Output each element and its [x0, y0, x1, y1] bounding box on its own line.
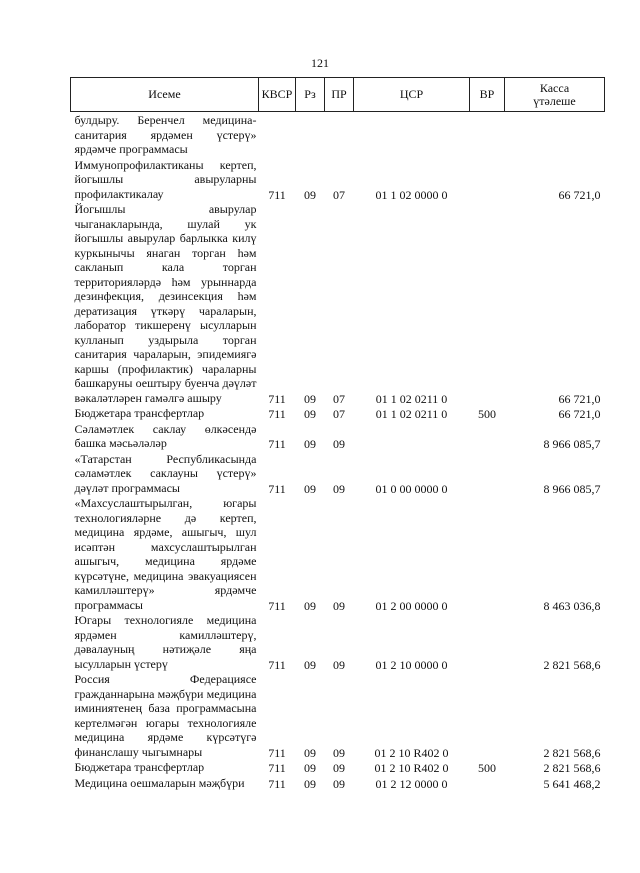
table-row [71, 406, 605, 422]
cell-pr: 09 [333, 437, 345, 451]
cell-kvsr: 711 [268, 657, 286, 672]
header-kassa-line1: Касса [539, 80, 570, 95]
header-name: Исеме [71, 78, 259, 112]
cell-rz: 09 [304, 407, 316, 421]
header-kvsr: КВСР [259, 78, 296, 112]
cell-rz: 09 [304, 437, 316, 451]
cell-kassa: 66 721,0 [558, 187, 601, 202]
table-body [71, 112, 605, 792]
cell-csr: 01 2 10 R402 0 [374, 761, 449, 775]
cell-csr: 01 2 12 0000 0 [375, 776, 448, 791]
cell-csr: 01 2 00 0000 0 [375, 598, 448, 613]
cell-kassa: 8 463 036,8 [543, 598, 601, 613]
table-row [71, 496, 605, 613]
cell-name: «Татарстан Республикасында сәламәтлек саклауны үстерү» дәүләт программасы [74, 451, 257, 495]
cell-kvsr: 711 [268, 437, 286, 451]
cell-vr: 500 [478, 761, 496, 775]
cell-kassa: 66 721,0 [558, 407, 601, 421]
cell-kvsr [259, 112, 296, 158]
cell-kassa [505, 112, 605, 158]
cell-name: Бюджетара трансфертлар [74, 760, 205, 774]
table-row [71, 776, 605, 792]
table-row [71, 672, 605, 760]
cell-rz: 09 [304, 391, 316, 406]
table-row [71, 613, 605, 672]
cell-name: Медицина оешмаларын мәҗбүри [74, 775, 245, 790]
cell-csr: 01 1 02 0211 0 [375, 407, 448, 421]
page-number: 121 [311, 56, 329, 70]
cell-kvsr: 711 [268, 598, 286, 613]
cell-vr [470, 672, 505, 760]
cell-vr [470, 613, 505, 672]
cell-kvsr: 711 [268, 761, 286, 775]
cell-vr [470, 422, 505, 452]
cell-pr: 09 [333, 598, 345, 613]
cell-csr [354, 112, 470, 158]
table-row [71, 422, 605, 452]
table-row [71, 452, 605, 497]
header-pr: ПР [325, 78, 354, 112]
cell-csr: 01 1 02 0000 0 [375, 187, 448, 202]
cell-csr: 01 2 10 0000 0 [375, 657, 448, 672]
cell-rz: 09 [304, 745, 316, 760]
cell-kvsr: 711 [268, 776, 286, 791]
cell-pr: 09 [333, 761, 345, 775]
cell-pr: 09 [333, 776, 345, 791]
table-row [71, 202, 605, 406]
cell-vr [470, 202, 505, 406]
cell-kvsr: 711 [268, 187, 286, 202]
cell-csr: 01 2 10 R402 0 [374, 745, 449, 760]
cell-kvsr: 711 [268, 481, 286, 496]
cell-pr: 07 [333, 187, 345, 202]
cell-kvsr: 711 [268, 745, 286, 760]
cell-kassa: 8 966 085,7 [543, 437, 601, 451]
cell-csr: 01 0 00 0000 0 [375, 481, 448, 496]
cell-rz: 09 [304, 657, 316, 672]
header-csr: ЦСР [354, 78, 470, 112]
cell-name: «Махсуслаштырылган, югары технологияләрне дә кертеп, медицина ярдәме, ашыгыч, шул исәптән махсуслаштырылган ашыгыч, медицина ярдәме күрсәтүне, медицина эвакуациясен камилләштерү» ярдәмче программасы [74, 496, 257, 612]
cell-vr [470, 776, 505, 792]
cell-vr [470, 496, 505, 613]
cell-name: Югары технологияле медицина ярдәмен камилләштерү, дәвалауның нәтиҗәле яңа ысулларын үстерү [74, 613, 257, 671]
cell-kvsr: 711 [268, 407, 286, 421]
table-header-row [71, 78, 605, 112]
cell-rz: 09 [304, 776, 316, 791]
cell-name: Сәламәтлек саклау өлкәсендә башка мәсьәләләр [74, 421, 257, 450]
cell-kassa: 2 821 568,6 [543, 657, 601, 672]
cell-pr: 09 [333, 657, 345, 672]
cell-vr [470, 158, 505, 203]
table-row [71, 112, 605, 158]
header-kassa [505, 78, 605, 112]
cell-kassa: 2 821 568,6 [543, 745, 601, 760]
cell-kassa: 66 721,0 [558, 391, 601, 406]
cell-pr: 09 [333, 745, 345, 760]
budget-table [70, 77, 605, 791]
cell-name: Йогышлы авырулар чыганакларында, шулай ук йогышлы авырулар барлыкка килү куркынычы янаган торган һәм сакланып кала торган территорияләрдә һәм урыннарда дезинфекция, дезинсекция һәм дератизация үткәрү чараларын, лаборатор тикшеренү ысулларын кулланып уздырыла торган санитария чараларын, эпидемиягә каршы (профилактик) чараларны башкаруны оештыру буенча дәүләт вәкаләтләрен гамәлгә ашыру [74, 202, 257, 405]
cell-rz: 09 [304, 187, 316, 202]
header-vr: ВР [470, 78, 505, 112]
cell-rz: 09 [304, 481, 316, 496]
table-row [71, 158, 605, 203]
cell-pr: 07 [333, 391, 345, 406]
cell-csr [354, 422, 470, 452]
cell-pr: 09 [333, 481, 345, 496]
cell-name: Иммунопрофилактиканы кертеп, йогышлы авыруларны профилактикалау [74, 157, 257, 201]
cell-csr: 01 1 02 0211 0 [375, 391, 448, 406]
cell-rz: 09 [304, 761, 316, 775]
cell-rz: 09 [304, 598, 316, 613]
header-kassa-line2: үтәлеше [533, 93, 576, 108]
cell-kvsr: 711 [268, 391, 286, 406]
cell-pr: 07 [333, 407, 345, 421]
cell-kassa: 2 821 568,6 [543, 761, 601, 775]
cell-kassa: 8 966 085,7 [543, 481, 601, 496]
cell-rz [296, 112, 325, 158]
cell-name: Бюджетара трансфертлар [74, 406, 205, 420]
cell-pr [325, 112, 354, 158]
cell-name: Россия Федерациясе гражданнарына мәҗбүри медицина иминиятенең база программасына кертелмәгән югары технологияле медицина ярдәме күрсәтүгә финанслашу чыгымнары [74, 672, 257, 759]
cell-name: булдыру. Беренчел медицина-санитария ярдәмен үстерү» ярдәмче программасы [74, 113, 257, 156]
cell-vr: 500 [478, 407, 496, 421]
header-rz: Рз [296, 78, 325, 112]
table-row [71, 760, 605, 776]
cell-vr [470, 112, 505, 158]
cell-kassa: 5 641 468,2 [543, 776, 601, 791]
cell-vr [470, 452, 505, 497]
